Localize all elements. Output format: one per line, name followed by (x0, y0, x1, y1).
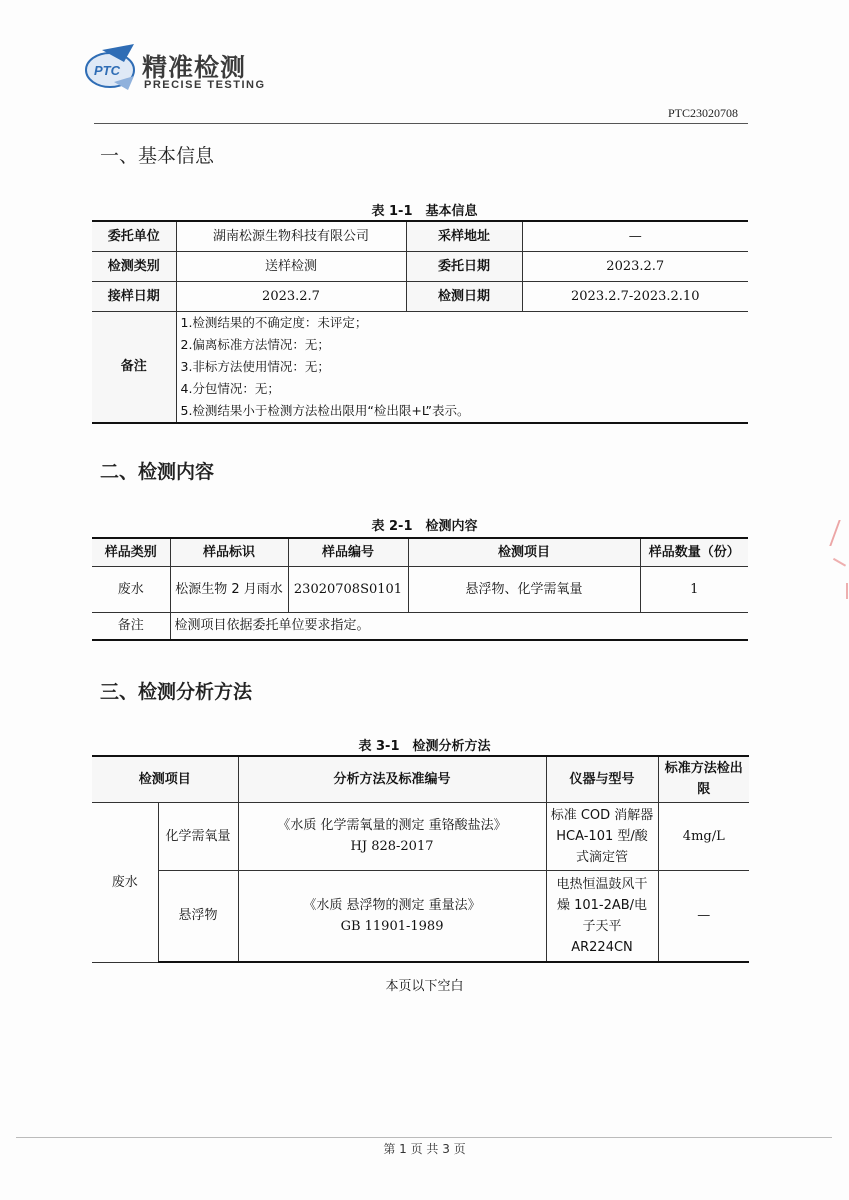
standard-number: GB 11901-1989 (340, 918, 444, 934)
table-row (92, 221, 748, 251)
sample-identifier: 松源生物 2 月雨水 (170, 566, 288, 612)
analysis-method-table (92, 755, 749, 963)
blank-below-note: 本页以下空白 (385, 979, 464, 994)
method-name: 《水质 悬浮物的测定 重量法》 (303, 897, 481, 913)
column-header: 样品类别 (92, 538, 170, 566)
commission-date-value: 2023.2.7 (522, 251, 748, 281)
sample-group: 废水 (92, 802, 158, 962)
column-header: 标准方法检出限 (658, 756, 749, 802)
table-row (92, 566, 748, 612)
sampling-address-value: — (522, 221, 748, 251)
logo-chinese-name: 精准检测 (142, 53, 247, 82)
sample-number: 23020708S0101 (288, 566, 408, 612)
table-row (92, 281, 748, 311)
sampling-address-label: 采样地址 (406, 221, 522, 251)
remarks-content (176, 311, 748, 423)
basic-info-table (92, 220, 748, 424)
header-divider (94, 123, 748, 124)
test-items: 悬浮物、化学需氧量 (408, 566, 640, 612)
test-item: 化学需氧量 (158, 802, 238, 870)
receipt-date-value: 2023.2.7 (176, 281, 406, 311)
section-2-title: 二、检测内容 (100, 461, 215, 483)
method-cell (238, 870, 546, 962)
table-header-row (92, 756, 749, 802)
client-label: 委托单位 (92, 221, 176, 251)
table-row (92, 612, 748, 640)
table-row (92, 802, 749, 870)
test-item: 悬浮物 (158, 870, 238, 962)
remarks-label: 备注 (92, 311, 176, 423)
client-value: 湖南松源生物科技有限公司 (176, 221, 406, 251)
column-header: 仪器与型号 (546, 756, 658, 802)
remarks-content: 检测项目依据委托单位要求指定。 (170, 612, 748, 640)
section-3-title: 三、检测分析方法 (100, 681, 253, 703)
remark-line: 3.非标方法使用情况：无； (180, 358, 330, 374)
column-header: 检测项目 (92, 756, 238, 802)
method-cell (238, 802, 546, 870)
remark-line: 5.检测结果小于检测方法检出限用“检出限+L”表示。 (180, 402, 470, 418)
receipt-date-label: 接样日期 (92, 281, 176, 311)
commission-date-label: 委托日期 (406, 251, 522, 281)
section-1-title: 一、基本信息 (100, 145, 215, 167)
remarks-label: 备注 (92, 612, 170, 640)
column-header: 样品编号 (288, 538, 408, 566)
logo-english-name: PRECISE TESTING (144, 79, 266, 91)
table-1-caption: 表 1-1 基本信息 (371, 204, 478, 219)
ptc-logo-icon (84, 42, 140, 96)
table-row (92, 870, 749, 962)
table-2-caption: 表 2-1 检测内容 (371, 519, 478, 534)
instrument: 标准 COD 消解器 HCA-101 型/酸式滴定管 (546, 802, 658, 870)
footer-divider (16, 1137, 832, 1138)
table-header-row (92, 538, 748, 566)
instrument: 电热恒温鼓风干燥 101-2AB/电子天平 AR224CN (546, 870, 658, 962)
test-type-label: 检测类别 (92, 251, 176, 281)
remark-line: 2.偏离标准方法情况：无； (180, 336, 330, 352)
test-content-table (92, 537, 748, 641)
test-date-label: 检测日期 (406, 281, 522, 311)
column-header: 样品标识 (170, 538, 288, 566)
logo-badge-text: PTC (94, 63, 120, 78)
seal-fragment (838, 583, 848, 599)
standard-number: HJ 828-2017 (350, 839, 434, 854)
remark-line: 4.分包情况：无； (180, 380, 280, 396)
table-row (92, 311, 748, 423)
table-3-caption: 表 3-1 检测分析方法 (358, 739, 491, 754)
table-row (92, 251, 748, 281)
test-type-value: 送样检测 (176, 251, 406, 281)
sample-category: 废水 (92, 566, 170, 612)
column-header: 样品数量（份） (640, 538, 748, 566)
detection-limit: — (658, 870, 749, 962)
remark-line: 1.检测结果的不确定度：未评定； (180, 314, 368, 330)
report-number: PTC23020708 (667, 106, 738, 120)
page-number: 第 1 页 共 3 页 (383, 1142, 466, 1156)
company-logo (84, 42, 284, 96)
column-header: 分析方法及标准编号 (238, 756, 546, 802)
detection-limit: 4mg/L (658, 802, 749, 870)
column-header: 检测项目 (408, 538, 640, 566)
method-name: 《水质 化学需氧量的测定 重铬酸盐法》 (277, 818, 507, 833)
sample-quantity: 1 (640, 566, 748, 612)
seal-fragment (824, 558, 846, 582)
test-date-value: 2023.2.7-2023.2.10 (522, 281, 748, 311)
